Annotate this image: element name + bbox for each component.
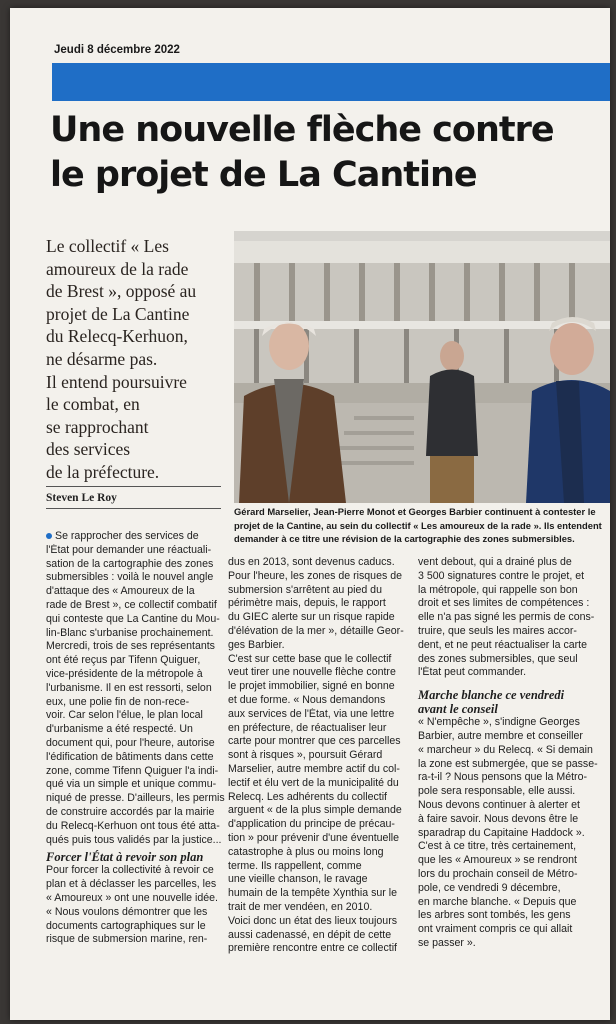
text-line: sation de la cartographie des zones xyxy=(46,557,214,570)
intro-line: se rapprochant xyxy=(46,416,149,437)
intro-line: amoureux de la rade xyxy=(46,258,189,279)
text-line: humain de la tempête Xynthia sur le xyxy=(228,887,398,900)
intro-line: Il entend poursuivre xyxy=(46,371,187,392)
article-photo xyxy=(234,231,610,503)
newspaper-page xyxy=(10,8,610,1020)
text-line: l'édification de bâtiments dans cette xyxy=(46,750,214,763)
text-line: ra-t-il ? Nous pensons que la Métro- xyxy=(418,771,587,784)
headline xyxy=(50,108,610,198)
section-color-bar xyxy=(52,63,610,101)
text-line: en préfecture, de réactualiser leur xyxy=(228,721,387,734)
text-line: l'État pour demander une réactuali- xyxy=(46,543,212,556)
text-line: Se rapprocher des services de xyxy=(55,530,199,542)
photo-caption xyxy=(234,505,608,546)
text-line: d'attaque des « Amoureux de la xyxy=(46,585,195,598)
text-line: Nous devons continuer à alerter et xyxy=(418,798,580,811)
text-line: en marche blanche. « Depuis que xyxy=(418,895,577,908)
text-line: du Relecq-Kerhuon ont tous été atta- xyxy=(46,819,220,832)
text-line: les arbres sont tombés, les gens xyxy=(418,909,571,922)
text-line: plan et à déclasser les parcelles, les xyxy=(46,878,217,891)
subheading: Marche blanche ce vendredi xyxy=(418,688,565,703)
text-line: eux, une polie fin de non-rece- xyxy=(46,695,190,708)
text-line: zone, comme Tifenn Quiguer l'a indi- xyxy=(46,764,219,777)
article-column-3 xyxy=(418,556,610,951)
headline-line: le projet de La Cantine xyxy=(50,155,477,195)
text-line: la métropole, qui rappelle son bon xyxy=(418,583,578,596)
text-line: lin-Blanc s'urbanise prochainement. xyxy=(46,626,214,639)
text-line: qués puis tous validés par la justice... xyxy=(46,833,222,846)
intro-line: ne désarme pas. xyxy=(46,348,158,369)
intro-line: le combat, en xyxy=(46,394,140,415)
text-line: Mercredi, trois de ses représentants xyxy=(46,640,215,653)
divider xyxy=(46,508,221,509)
text-line: Pour l'heure, les zones de risques de xyxy=(228,569,402,582)
text-line: périmètre mais, depuis, le rapport xyxy=(228,597,386,610)
text-line: la zone est submergée, que se passe- xyxy=(418,757,598,770)
text-line: d'urbanisme a été respecté. Un xyxy=(46,723,193,736)
text-line: aux services de l'État, via une lettre xyxy=(228,707,395,720)
article-intro xyxy=(46,235,221,484)
text-line: première rencontre entre ce collectif xyxy=(228,942,397,955)
text-line: que les « Amoureux » se rendront xyxy=(418,854,578,867)
caption-line: projet de la Cantine, au sein du collectif « Les amoureux de la rade ». Ils entendent xyxy=(234,519,602,531)
author-byline: Steven Le Roy xyxy=(46,492,117,504)
text-line: document qui, pour l'heure, autorise xyxy=(46,736,215,749)
photo-illustration xyxy=(234,231,610,503)
text-line: ges Barbier. xyxy=(228,638,285,651)
text-line: droit et ses limites de compétences : xyxy=(418,597,590,610)
caption-line: demander à ce titre une révision de la cartographie des zones submersibles. xyxy=(234,533,575,545)
intro-line: des services xyxy=(46,439,131,460)
text-line: le projet immobilier, signé en bonne xyxy=(228,680,395,693)
article-column-2 xyxy=(228,556,416,956)
text-line: ont été reçus par Tifenn Quiguer, xyxy=(46,654,201,667)
text-line: tion » pour prévenir d'une éventuelle xyxy=(228,831,400,844)
text-line: d'élévation de la mer », détaille Geor- xyxy=(228,624,404,637)
text-line: pole sera responsable, elle aussi. xyxy=(418,785,576,798)
text-line: C'est sur cette base que le collectif xyxy=(228,652,392,665)
intro-line: de la préfecture. xyxy=(46,461,160,482)
caption-line: Gérard Marselier, Jean-Pierre Monot et Georges Barbier continuent à contester le xyxy=(234,506,596,517)
text-line: 3 500 signatures contre le projet, et xyxy=(418,569,585,582)
text-line: dus en 2013, sont devenus caducs. xyxy=(228,556,395,568)
text-line: submersion s'arrêtent au pied du xyxy=(228,583,382,596)
text-line: documents cartographiques sur le xyxy=(46,919,206,932)
intro-line: projet de La Cantine xyxy=(46,303,190,324)
text-line: sparadrap du Capitaine Haddock ». xyxy=(418,826,585,839)
text-line: elle n'a pas signé les permis de cons- xyxy=(418,611,595,624)
subheading: Forcer l'État à revoir son plan xyxy=(46,850,204,865)
text-line: Relecq. Les adhérents du collectif xyxy=(228,790,387,803)
text-line xyxy=(46,530,226,544)
text-line: l'urbanisme. Il en est ressorti, selon xyxy=(46,681,212,694)
text-line: truire, que seuls les maires accor- xyxy=(418,624,577,637)
text-line: Pour forcer la collectivité à revoir ce xyxy=(46,864,214,877)
text-line: qué via un simple et unique commu- xyxy=(46,778,217,791)
text-line: à faire savoir. Nous devons être le xyxy=(418,812,579,825)
bullet-icon xyxy=(46,533,52,539)
text-line: Barbier, autre membre et conseiller xyxy=(418,729,583,742)
text-line: submersibles : voilà le nouvel angle xyxy=(46,571,214,584)
article-column-1 xyxy=(46,530,226,947)
text-line: risque de submersion marine, ren- xyxy=(46,933,208,946)
text-line: terme. Ils rappellent, comme xyxy=(228,859,362,872)
text-line: voir. Car selon l'élue, le plan local xyxy=(46,709,203,722)
divider xyxy=(46,486,221,487)
text-line: lors du prochain conseil de Métro- xyxy=(418,867,578,880)
text-line: lectif et élu vert de la municipalité du xyxy=(228,776,399,789)
text-line: « Amoureux » ont une nouvelle idée. xyxy=(46,891,218,904)
text-line: vice-présidente de la métropole à xyxy=(46,667,203,680)
text-line: pole, ce vendredi 9 décembre, xyxy=(418,881,561,894)
text-line: Marselier, autre membre actif du col- xyxy=(228,762,400,775)
text-line: vent debout, qui a drainé plus de xyxy=(418,556,572,568)
text-line: « Nous voulons démontrer que les xyxy=(46,905,208,918)
text-line: l'État peut commander. xyxy=(418,666,527,679)
text-line: des zones submersibles, que seul xyxy=(418,652,578,665)
text-line: aussi cadenassé, en dépit de cette xyxy=(228,928,392,941)
text-line: Voici donc un état des lieux toujours xyxy=(228,914,398,927)
publication-date: Jeudi 8 décembre 2022 xyxy=(54,44,180,56)
intro-line: Le collectif « Les xyxy=(46,236,169,256)
text-line: niqué de presse. D'ailleurs, les permis xyxy=(46,792,225,805)
text-line: arguent « de la plus simple demande xyxy=(228,804,402,817)
text-line: ont vraiment compris ce qui allait xyxy=(418,923,573,936)
text-line: d'application du principe de précau- xyxy=(228,818,395,831)
text-line: carte pour montrer que ces parcelles xyxy=(228,735,401,748)
text-line: se passer ». xyxy=(418,936,476,949)
text-line: et due forme. « Nous demandons xyxy=(228,693,386,706)
text-line: de construire accordés par la mairie xyxy=(46,805,215,818)
headline-line: Une nouvelle flèche contre xyxy=(50,110,554,150)
subheading: avant le conseil xyxy=(418,702,498,717)
text-line: catastrophe à plus ou moins long xyxy=(228,845,384,858)
intro-line: de Brest », opposé au xyxy=(46,281,197,302)
text-line: qui conteste que La Cantine du Mou- xyxy=(46,612,220,625)
intro-line: du Relecq-Kerhuon, xyxy=(46,326,188,347)
text-line: « N'empêche », s'indigne Georges xyxy=(418,716,580,729)
text-line: veut tirer une nouvelle flèche contre xyxy=(228,666,396,679)
text-line: « marcheur » du Relecq. « Si demain xyxy=(418,743,593,756)
text-line: rade de Brest », ce collectif combatif xyxy=(46,598,217,611)
text-line: dent, et ne peut réactualiser la carte xyxy=(418,638,588,651)
text-line: trait de mer vendéen, en 2010. xyxy=(228,900,373,913)
text-line: une vieille chanson, le ravage xyxy=(228,873,368,886)
text-line: C'est à ce titre, très certainement, xyxy=(418,840,577,853)
text-line: du GIEC alerte sur un risque rapide xyxy=(228,611,395,624)
text-line: sont à risques », poursuit Gérard xyxy=(228,749,383,762)
